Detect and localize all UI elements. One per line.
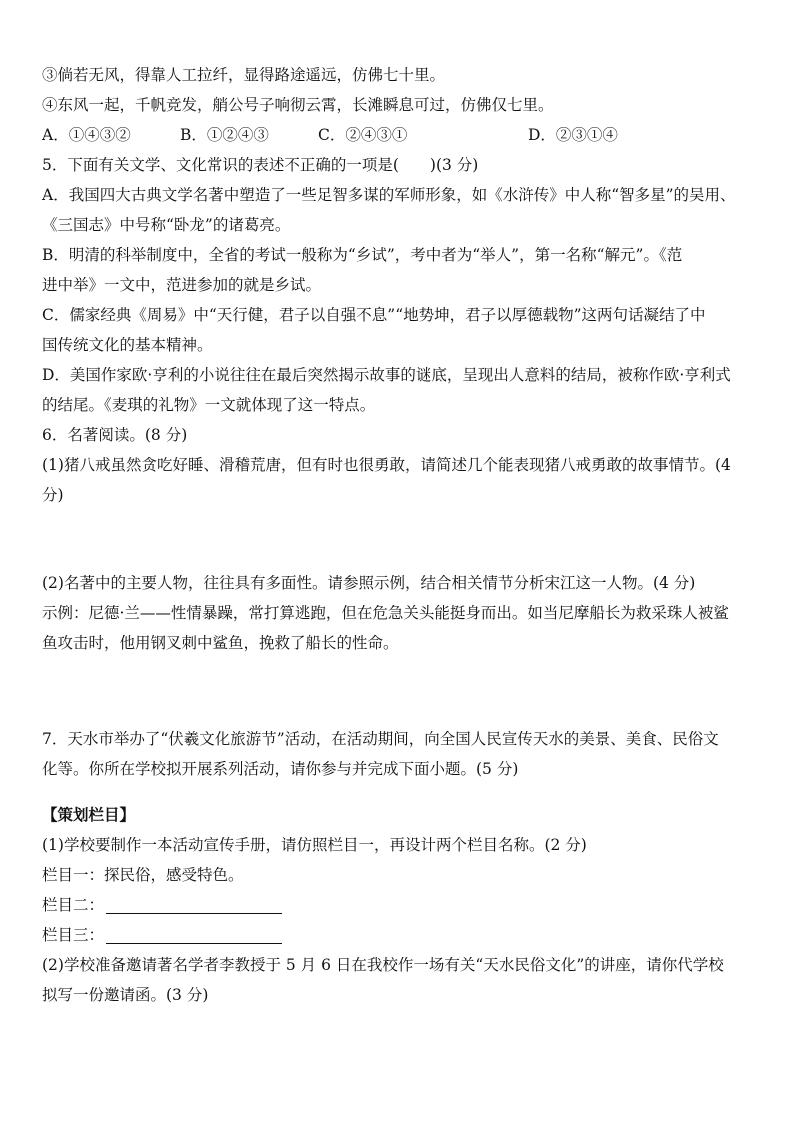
q7-part1: (1)学校要制作一本活动宣传手册，请仿照栏目一，再设计两个栏目名称。(2 分) (42, 836, 587, 854)
q7-part2-line2: 拟写一份邀请函。(3 分) (42, 986, 209, 1004)
q7-section-title: 【策划栏目】 (42, 805, 136, 824)
q4-option-d: D．②③①④ (528, 126, 618, 144)
answer-space (42, 510, 762, 568)
sentence-3: ③倘若无风，得靠人工拉纤，显得路途遥远，仿佛七十里。 (42, 66, 446, 84)
column-3-row (42, 920, 762, 950)
q7-stem-line1: 7．天水市举办了“伏羲文化旅游节”活动，在活动期间，向全国人民宣传天水的美景、美食、民俗文 (42, 730, 719, 748)
column-2-row (42, 890, 762, 920)
q5-option-b-line2: 进中举》一文中，范进参加的就是乡试。 (42, 276, 322, 294)
q4-option-b: B．①②④③ (180, 126, 269, 144)
column-2-blank[interactable] (106, 895, 282, 914)
q6-part1-line2: 分) (42, 486, 64, 504)
q7-part2-line1: (2)学校准备邀请著名学者李教授于 5 月 6 日在我校作一场有关“天水民俗文化”的讲座，请你代学校 (42, 956, 724, 974)
exam-page (42, 60, 762, 1010)
q5-option-c-line1: C．儒家经典《周易》中“天行健，君子以自强不息”“地势坤，君子以厚德载物”这两句话凝结了中 (42, 306, 706, 324)
column-1: 栏目一：探民俗，感受特色。 (42, 866, 244, 884)
q7-stem-line2: 化等。你所在学校拟开展系列活动，请你参与并完成下面小题。(5 分) (42, 760, 519, 778)
q5-option-d-line2: 的结尾。《麦琪的礼物》一文就体现了这一特点。 (42, 396, 376, 414)
q6-part2: (2)名著中的主要人物，往往具有多面性。请参照示例，结合相关情节分析宋江这一人物。(4 分) (42, 574, 696, 592)
q5-option-c-line2: 国传统文化的基本精神。 (42, 336, 213, 354)
q6-example-line2: 鱼攻击时，他用钢叉刺中鲨鱼，挽救了船长的性命。 (42, 634, 399, 652)
q4-option-c: C．②④③① (318, 126, 408, 144)
answer-space (42, 658, 762, 724)
q6-example-line1: 示例：尼德·兰——性情暴躁，常打算逃跑，但在危急关头能挺身而出。如当尼摩船长为救采珠人被鲨 (42, 604, 729, 622)
q6-part1-line1: (1)猪八戒虽然贪吃好睡、滑稽荒唐，但有时也很勇敢，请简述几个能表现猪八戒勇敢的故事情节。(4 (42, 456, 731, 474)
q6-stem: 6．名著阅读。(8 分) (42, 426, 188, 444)
q5-option-a-line2: 《三国志》中号称“卧龙”的诸葛亮。 (42, 216, 291, 234)
q5-stem: 5．下面有关文学、文化常识的表述不正确的一项是( )(3 分) (42, 156, 479, 174)
q5-option-a-line1: A．我国四大古典文学名著中塑造了一些足智多谋的军师形象，如《水浒传》中人称“智多星”的吴用、 (42, 186, 736, 204)
q4-option-a: A．①④③② (42, 126, 131, 144)
q4-options (42, 120, 762, 150)
column-3-blank[interactable] (106, 925, 282, 944)
column-3-label: 栏目三： (42, 926, 105, 944)
sentence-4: ④东风一起，千帆竞发，艄公号子响彻云霄，长滩瞬息可过，仿佛仅七里。 (42, 96, 554, 114)
q5-option-d-line1: D．美国作家欧·亨利的小说往往在最后突然揭示故事的谜底，呈现出人意料的结局，被称作欧·亨利式 (42, 366, 731, 384)
spacer (42, 784, 762, 800)
q5-option-b-line1: B．明清的科举制度中，全省的考试一般称为“乡试”，考中者为“举人”，第一名称“解元”。《范 (42, 246, 683, 264)
column-2-label: 栏目二： (42, 896, 105, 914)
